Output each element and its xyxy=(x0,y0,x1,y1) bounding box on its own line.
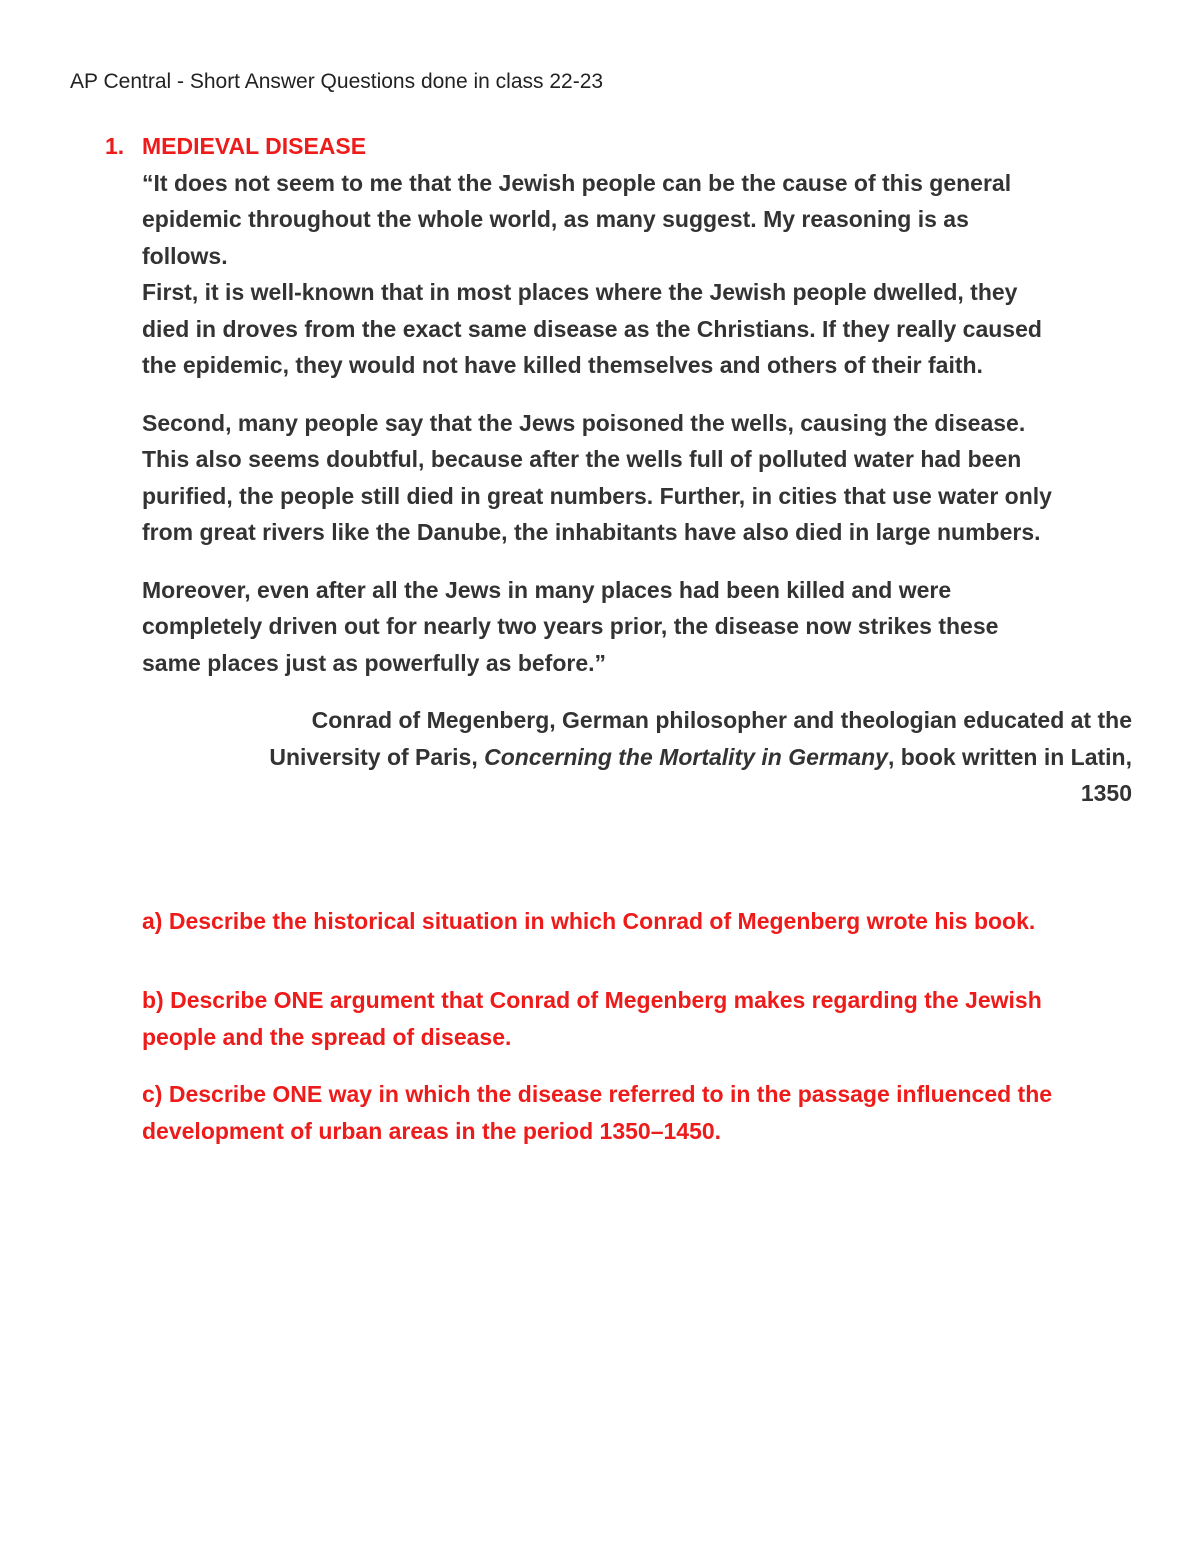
section-title: MEDIEVAL DISEASE xyxy=(142,133,367,159)
question-line: people and the spread of disease. xyxy=(142,1023,512,1050)
quote-line: the epidemic, they would not have killed themselves and others of their faith. xyxy=(142,352,983,378)
question-b xyxy=(142,982,1132,1055)
quote-line: follows. xyxy=(142,242,228,269)
document-header: AP Central - Short Answer Questions done in class 22-23 xyxy=(70,70,604,93)
document-body xyxy=(105,128,1132,1149)
citation-suffix: , book written in Latin, xyxy=(887,743,1132,770)
quote-line: from great rivers like the Danube, the inhabitants have also died in large numbers. xyxy=(142,519,1041,545)
quote-line: purified, the people still died in great numbers. Further, in cities that use water only xyxy=(142,482,1052,509)
question-line: a) Describe the historical situation in which Conrad of Megenberg wrote his book. xyxy=(142,907,1036,934)
question-line: c) Describe ONE way in which the disease referred to in the passage influenced the xyxy=(142,1081,1053,1107)
quote-line: First, it is well-known that in most places where the Jewish people dwelled, they xyxy=(142,279,1018,305)
quote-paragraph-3 xyxy=(142,572,1132,682)
citation-line-2 xyxy=(142,739,1132,776)
quote-line: “It does not seem to me that the Jewish people can be the cause of this general xyxy=(142,169,1012,196)
section-heading xyxy=(105,128,1132,165)
section-number: 1. xyxy=(105,133,125,159)
quote-line: Second, many people say that the Jews poisoned the wells, causing the disease. xyxy=(142,409,1026,436)
quote-paragraph-2 xyxy=(142,405,1132,551)
question-line: development of urban areas in the period 1350–1450. xyxy=(142,1117,722,1144)
citation-prefix: University of Paris, xyxy=(269,743,485,770)
quote-paragraph-1 xyxy=(142,165,1132,384)
citation-book-title: Concerning the Mortality in Germany xyxy=(484,743,888,770)
quote-line: epidemic throughout the whole world, as many suggest. My reasoning is as xyxy=(142,206,969,232)
citation-line-1: Conrad of Megenberg, German philosopher and theologian educated at the xyxy=(311,707,1132,733)
question-line: b) Describe ONE argument that Conrad of Megenberg makes regarding the Jewish xyxy=(142,987,1042,1013)
question-a xyxy=(142,903,1132,940)
source-citation xyxy=(142,702,1132,812)
question-c xyxy=(142,1076,1132,1149)
quote-line: completely driven out for nearly two years prior, the disease now strikes these xyxy=(142,613,999,639)
quote-line: This also seems doubtful, because after the wells full of polluted water had been xyxy=(142,446,1022,472)
quote-line: same places just as powerfully as before.” xyxy=(142,649,607,676)
citation-year: 1350 xyxy=(1080,780,1132,806)
questions-list xyxy=(142,903,1132,1150)
quote-line: Moreover, even after all the Jews in many places had been killed and were xyxy=(142,576,952,603)
quote-line: died in droves from the exact same disease as the Christians. If they really caused xyxy=(142,315,1042,342)
